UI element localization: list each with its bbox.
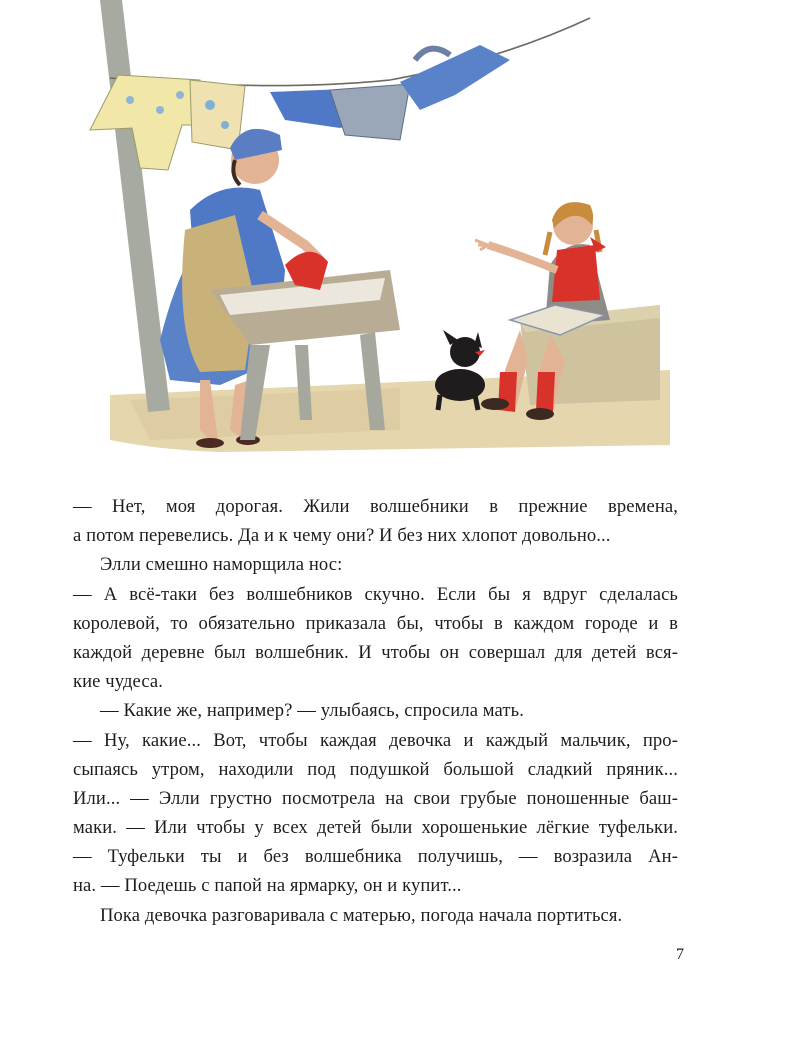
text-line: Элли смешно наморщила нос: bbox=[100, 554, 343, 576]
text-line: каждой деревне был волшебник. И чтобы он совершал для детей вся- bbox=[73, 641, 678, 663]
red-socks-right bbox=[536, 372, 555, 412]
text-line: Пока девочка разговаривала с матерью, погода начала портиться. bbox=[100, 904, 623, 926]
text-line: — А всё-таки без волшебников скучно. Если бы я вдруг сделалась bbox=[73, 583, 678, 605]
text-line: сыпаясь утром, находили под подушкой большой сладкий пряник... bbox=[73, 758, 678, 780]
text-line: на. — Поедешь с папой на ярмарку, он и купит... bbox=[73, 875, 462, 897]
text-line: — Туфельки ты и без волшебника получишь, — возразила Ан- bbox=[73, 846, 678, 868]
text-line: — Нет, моя дорогая. Жили волшебники в прежние времена, bbox=[73, 496, 678, 517]
text-line: королевой, то обязательно приказала бы, чтобы в каждом городе и в bbox=[73, 612, 678, 634]
book-illustration bbox=[70, 0, 670, 460]
clothesline bbox=[110, 18, 590, 86]
text-line: кие чудеса. bbox=[73, 671, 164, 693]
girl-red-dress bbox=[552, 245, 600, 302]
text-line: маки. — Или чтобы у всех детей были хорошенькие лёгкие туфельки. bbox=[73, 817, 678, 839]
text-line: Или... — Элли грустно посмотрела на свои грубые поношенные баш- bbox=[73, 787, 678, 809]
pole bbox=[100, 0, 170, 412]
page-number: 7 bbox=[676, 946, 684, 963]
laundry-checked-cloth bbox=[330, 84, 410, 140]
text-line: — Какие же, например? — улыбаясь, спросила мать. bbox=[100, 700, 524, 722]
text-line: а потом перевелись. Да и к чему они? И без них хлопот довольно... bbox=[73, 525, 611, 547]
text-line: — Ну, какие... Вот, чтобы каждая девочка и каждый мальчик, про- bbox=[73, 729, 678, 751]
story-text bbox=[73, 492, 678, 930]
